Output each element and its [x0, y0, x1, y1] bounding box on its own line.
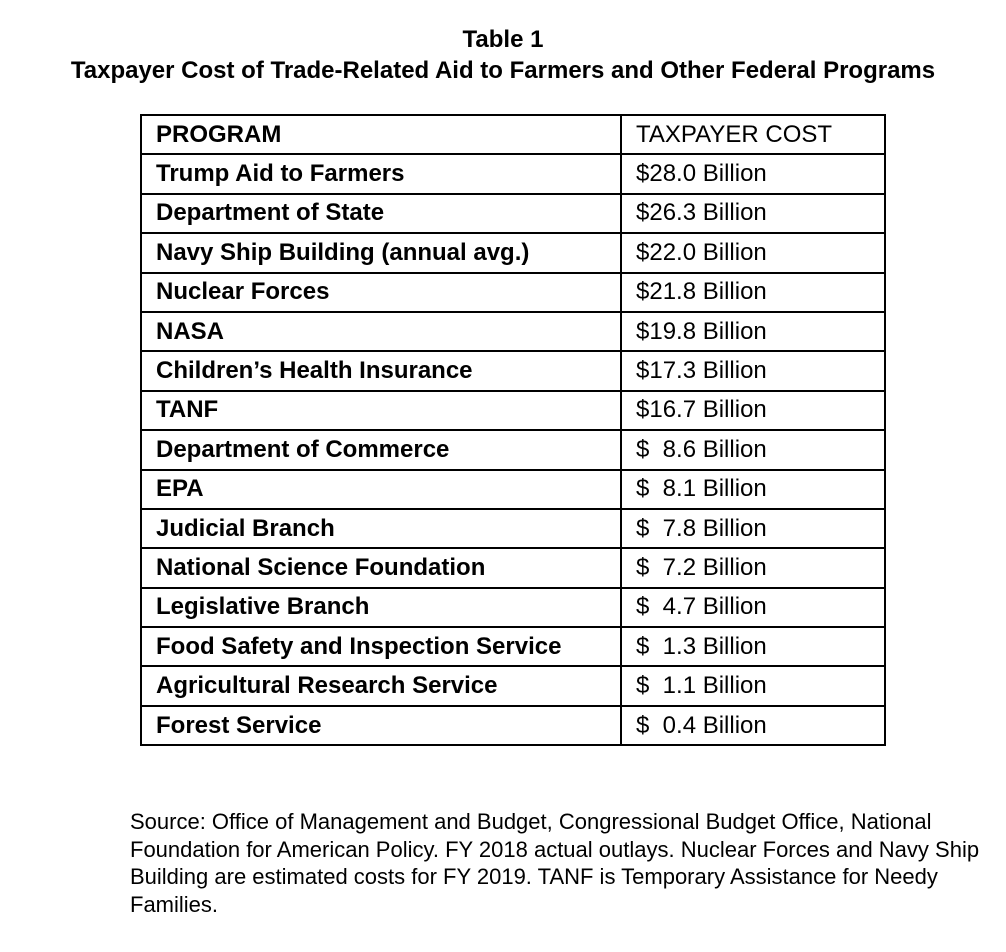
program-cell: NASA: [141, 312, 621, 351]
header-taxpayer-cost: TAXPAYER COST: [621, 115, 885, 154]
program-cell: Department of Commerce: [141, 430, 621, 469]
table-row: [141, 233, 885, 272]
program-cell: Agricultural Research Service: [141, 666, 621, 705]
cost-cell: $16.7 Billion: [621, 391, 885, 430]
program-cell: Trump Aid to Farmers: [141, 154, 621, 193]
program-cell: Nuclear Forces: [141, 273, 621, 312]
program-cell: Legislative Branch: [141, 588, 621, 627]
source-note: Source: Office of Management and Budget, Congressional Budget Office, National Foundation for American Policy. FY 2018 actual outlays. Nuclear Forces and Navy Ship Building are estimated costs for FY 2019. TANF is Temporary Assistance for Needy Families.: [130, 809, 980, 917]
cost-cell: $ 1.3 Billion: [621, 627, 885, 666]
cost-cell: $19.8 Billion: [621, 312, 885, 351]
table-row: [141, 273, 885, 312]
cost-cell: $ 7.2 Billion: [621, 548, 885, 587]
table-row: [141, 154, 885, 193]
table-row: [141, 194, 885, 233]
cost-cell: $17.3 Billion: [621, 351, 885, 390]
title-block: [0, 24, 1006, 86]
cost-cell: $ 0.4 Billion: [621, 706, 885, 745]
table-row: [141, 706, 885, 745]
cost-cell: $22.0 Billion: [621, 233, 885, 272]
program-cell: Judicial Branch: [141, 509, 621, 548]
table-row: [141, 312, 885, 351]
cost-cell: $28.0 Billion: [621, 154, 885, 193]
cost-cell: $ 1.1 Billion: [621, 666, 885, 705]
cost-cell: $ 8.6 Billion: [621, 430, 885, 469]
table-row: [141, 430, 885, 469]
table-row: [141, 627, 885, 666]
program-cell: Food Safety and Inspection Service: [141, 627, 621, 666]
table-row: [141, 666, 885, 705]
table-row: [141, 548, 885, 587]
program-cell: EPA: [141, 470, 621, 509]
table-row: [141, 391, 885, 430]
table-subtitle: Taxpayer Cost of Trade-Related Aid to Farmers and Other Federal Programs: [70, 57, 936, 84]
cost-cell: $26.3 Billion: [621, 194, 885, 233]
table-row: [141, 588, 885, 627]
program-cell: National Science Foundation: [141, 548, 621, 587]
table-body: [141, 154, 885, 745]
cost-cell: $ 4.7 Billion: [621, 588, 885, 627]
header-program: PROGRAM: [141, 115, 621, 154]
program-cell: TANF: [141, 391, 621, 430]
program-cell: Forest Service: [141, 706, 621, 745]
table-header-row: [141, 115, 885, 154]
cost-cell: $21.8 Billion: [621, 273, 885, 312]
program-cell: Navy Ship Building (annual avg.): [141, 233, 621, 272]
cost-table: [140, 114, 886, 746]
program-cell: Children’s Health Insurance: [141, 351, 621, 390]
table-row: [141, 509, 885, 548]
table-title: Table 1: [462, 26, 544, 53]
cost-cell: $ 8.1 Billion: [621, 470, 885, 509]
table-row: [141, 470, 885, 509]
table-row: [141, 351, 885, 390]
program-cell: Department of State: [141, 194, 621, 233]
cost-cell: $ 7.8 Billion: [621, 509, 885, 548]
